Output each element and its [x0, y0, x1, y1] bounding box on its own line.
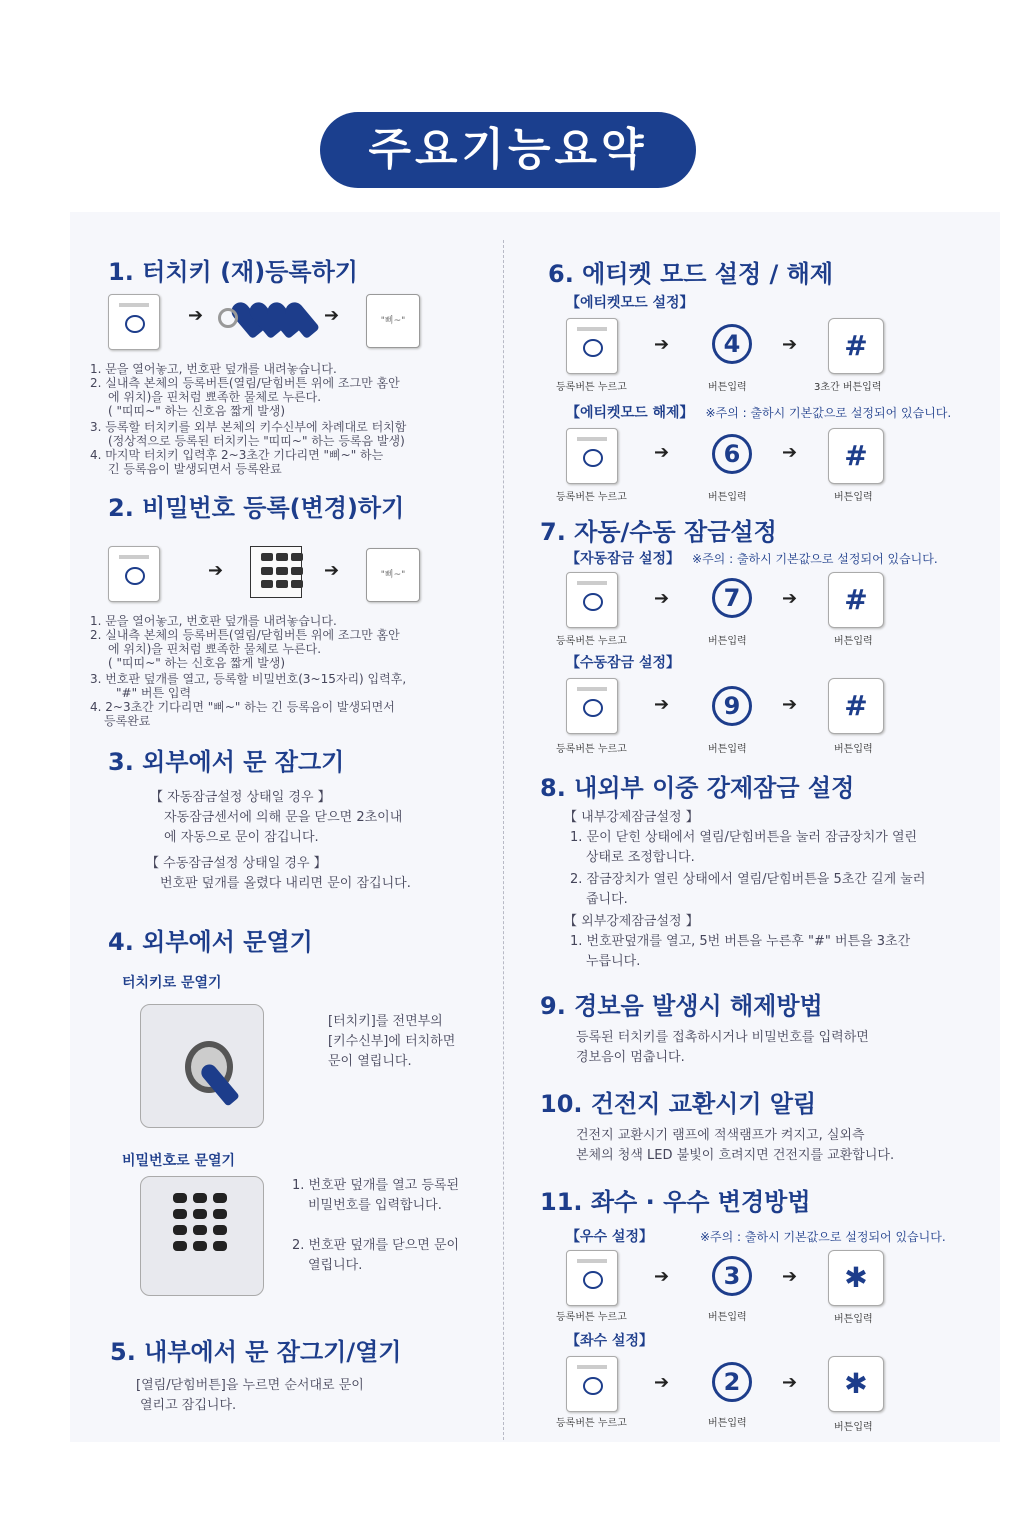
register-button-icon [566, 428, 618, 484]
caption: 버튼입력 [708, 744, 747, 755]
star-button: ✱ [828, 1356, 884, 1412]
caption: 등록버튼 누르고 [556, 382, 627, 393]
arrow-icon: ➔ [782, 334, 798, 355]
caption: 버튼입력 [708, 1418, 747, 1429]
number-button-2: 2 [712, 1362, 752, 1402]
number-button-9: 9 [712, 686, 752, 726]
etiquette-unset-label: 【에티켓모드 해제】 ※주의 : 출하시 기본값으로 설정되어 있습니다. [566, 405, 952, 421]
caption: 버튼입력 [708, 492, 747, 503]
s1-line: ( "띠띠~" 하는 신호음 짧게 발생) [108, 404, 286, 418]
register-button-icon [566, 572, 618, 628]
password-open-line: 1. 번호판 덮개를 열고 등록된 [292, 1178, 460, 1193]
password-open-line: 열립니다. [308, 1258, 363, 1273]
password-open-line: 2. 번호판 덮개를 닫으면 문이 [292, 1238, 460, 1253]
touch-open-line: 문이 열립니다. [328, 1054, 412, 1069]
caption: 등록버튼 누르고 [556, 744, 627, 755]
number-button-6: 6 [712, 434, 752, 474]
s1-line: 에 위치)을 핀처럼 뾰족한 물체로 누른다. [108, 390, 322, 404]
arrow-icon: ➔ [188, 305, 204, 326]
s1-line: (정상적으로 등록된 터치키는 "띠띠~" 하는 등록음 발생) [108, 434, 405, 448]
caption: 등록버튼 누르고 [556, 1312, 627, 1323]
arrow-icon: ➔ [654, 694, 670, 715]
etiquette-set-label: 【에티켓모드 설정】 [566, 295, 694, 311]
hash-button: # [828, 428, 884, 484]
page-title-banner: 주요기능요약 [320, 112, 696, 188]
section-6-title: 6. 에티켓 모드 설정 / 해제 [548, 260, 834, 288]
section-9-title: 9. 경보음 발생시 해제방법 [540, 992, 823, 1020]
section-3-title: 3. 외부에서 문 잠그기 [108, 748, 345, 776]
s3-line: 자동잠금센서에 의해 문을 닫으면 2초이내 [164, 810, 403, 825]
beep-sound-icon: "삐~" [366, 294, 420, 348]
s8-line: 1. 문이 닫힌 상태에서 열림/닫힘버튼을 눌러 잠금장치가 열린 [570, 830, 918, 845]
s3-line: 【 수동잠금설정 상태일 경우 】 [146, 856, 327, 871]
lock-device-icon [108, 546, 160, 602]
arrow-icon: ➔ [782, 1266, 798, 1287]
caption: 버튼입력 [708, 636, 747, 647]
caption: 버튼입력 [834, 1422, 873, 1433]
s2-line: ( "띠띠~" 하는 신호음 짧게 발생) [108, 656, 286, 670]
register-button-icon [566, 1356, 618, 1412]
caption: 버튼입력 [708, 1312, 747, 1323]
column-divider [503, 240, 504, 1440]
section-11-title: 11. 좌수 · 우수 변경방법 [540, 1188, 811, 1216]
s8-line: 1. 번호판덮개를 열고, 5번 버튼을 누른후 "#" 버튼을 3초간 [570, 934, 911, 949]
s8-line: 상태로 조정합니다. [586, 850, 695, 865]
arrow-icon: ➔ [782, 694, 798, 715]
s2-line: "#" 버튼 입력 [116, 686, 192, 700]
manual-lock-label: 【수동잠금 설정】 [566, 655, 681, 671]
s9-line: 경보음이 멈춥니다. [576, 1050, 685, 1065]
s1-line: 긴 등록음이 발생되면서 등록완료 [108, 462, 282, 476]
s8-line: 【 내부강제잠금설정 】 [564, 810, 699, 825]
number-button-3: 3 [712, 1256, 752, 1296]
section-5-title: 5. 내부에서 문 잠그기/열기 [110, 1338, 402, 1366]
touch-open-line: [터치키]를 전면부의 [328, 1014, 443, 1029]
star-button: ✱ [828, 1250, 884, 1306]
touch-key-photo [140, 1004, 264, 1128]
hash-button: # [828, 572, 884, 628]
caption: 버튼입력 [708, 382, 747, 393]
s1-line: 4. 마지막 터치키 입력후 2~3초간 기다리면 "삐~" 하는 [90, 448, 384, 462]
s5-line: 열리고 잠깁니다. [140, 1398, 237, 1413]
s2-line: 1. 문을 열어놓고, 번호판 덮개를 내려놓습니다. [90, 614, 337, 628]
arrow-icon: ➔ [654, 588, 670, 609]
register-button-icon [566, 1250, 618, 1306]
caption: 등록버튼 누르고 [556, 636, 627, 647]
keypad-icon [250, 546, 302, 598]
caption: 등록버튼 누르고 [556, 1418, 627, 1429]
section-2-title: 2. 비밀번호 등록(변경)하기 [108, 494, 405, 522]
s8-line: 누릅니다. [586, 954, 641, 969]
s1-line: 3. 등록할 터치키를 외부 본체의 키수신부에 차례대로 터치함 [90, 420, 407, 434]
caption: 버튼입력 [834, 492, 873, 503]
register-button-icon [566, 678, 618, 734]
arrow-icon: ➔ [654, 1266, 670, 1287]
arrow-icon: ➔ [782, 442, 798, 463]
right-hand-label: 【우수 설정】 [566, 1229, 653, 1245]
s2-line: 등록완료 [104, 714, 151, 728]
arrow-icon: ➔ [654, 1372, 670, 1393]
auto-lock-label: 【자동잠금 설정】 ※주의 : 출하시 기본값으로 설정되어 있습니다. [566, 551, 938, 567]
touch-open-line: [키수신부]에 터치하면 [328, 1034, 456, 1049]
register-button-icon [566, 318, 618, 374]
section-10-title: 10. 건전지 교환시기 알림 [540, 1090, 817, 1118]
arrow-icon: ➔ [324, 560, 340, 581]
s8-line: 2. 잠금장치가 열린 상태에서 열림/닫힘버튼을 5초간 길게 눌러 [570, 872, 926, 887]
s10-line: 건전지 교환시기 램프에 적색램프가 켜지고, 실외측 [576, 1128, 865, 1143]
s2-line: 4. 2~3초간 기다리면 "삐~" 하는 긴 등록음이 발생되면서 [90, 700, 395, 714]
section-7-title: 7. 자동/수동 잠금설정 [540, 518, 777, 546]
touch-keys-icon [218, 300, 318, 340]
s3-line: 【 자동잠금설정 상태일 경우 】 [150, 790, 331, 805]
s10-line: 본체의 청색 LED 불빛이 흐려지면 건전지를 교환합니다. [576, 1148, 895, 1163]
s3-line: 에 자동으로 문이 잠깁니다. [164, 830, 319, 845]
lock-device-icon [108, 294, 160, 350]
default-note: ※주의 : 출하시 기본값으로 설정되어 있습니다. [700, 1230, 946, 1244]
password-open-line: 비밀번호를 입력합니다. [308, 1198, 442, 1213]
s8-line: 줍니다. [586, 892, 628, 907]
arrow-icon: ➔ [208, 560, 224, 581]
s1-line: 1. 문을 열어놓고, 번호판 덮개를 내려놓습니다. [90, 362, 337, 376]
arrow-icon: ➔ [324, 305, 340, 326]
default-note: ※주의 : 출하시 기본값으로 설정되어 있습니다. [705, 406, 952, 420]
arrow-icon: ➔ [654, 334, 670, 355]
default-note: ※주의 : 출하시 기본값으로 설정되어 있습니다. [692, 552, 938, 566]
caption: 버튼입력 [834, 744, 873, 755]
keypad-photo [140, 1176, 264, 1296]
s2-line: 에 위치)을 핀처럼 뾰족한 물체로 누른다. [108, 642, 322, 656]
section-1-title: 1. 터치키 (재)등록하기 [108, 258, 358, 286]
caption: 3초간 버튼입력 [814, 382, 882, 393]
section-8-title: 8. 내외부 이중 강제잠금 설정 [540, 774, 855, 802]
section-4-title: 4. 외부에서 문열기 [108, 928, 313, 956]
number-button-7: 7 [712, 578, 752, 618]
hash-button: # [828, 318, 884, 374]
s1-line: 2. 실내측 본체의 등록버튼(열림/닫힘버튼 위에 조그만 홈안 [90, 376, 400, 390]
arrow-icon: ➔ [782, 1372, 798, 1393]
number-button-4: 4 [712, 324, 752, 364]
caption: 버튼입력 [834, 636, 873, 647]
s3-line: 번호판 덮개를 올렸다 내리면 문이 잠깁니다. [160, 876, 411, 891]
caption: 버튼입력 [834, 1314, 873, 1325]
s5-line: [열림/닫힘버튼]을 누르면 순서대로 문이 [136, 1378, 364, 1393]
caption: 등록버튼 누르고 [556, 492, 627, 503]
s8-line: 【 외부강제잠금설정 】 [564, 914, 699, 929]
s2-line: 3. 번호판 덮개를 열고, 등록할 비밀번호(3~15자리) 입력후, [90, 672, 407, 686]
arrow-icon: ➔ [654, 442, 670, 463]
s2-line: 2. 실내측 본체의 등록버튼(열림/닫힘버튼 위에 조그만 홈안 [90, 628, 400, 642]
left-hand-label: 【좌수 설정】 [566, 1333, 653, 1349]
s9-line: 등록된 터치키를 접촉하시거나 비밀번호를 입력하면 [576, 1030, 869, 1045]
touch-open-title: 터치키로 문열기 [122, 975, 222, 991]
hash-button: # [828, 678, 884, 734]
arrow-icon: ➔ [782, 588, 798, 609]
password-open-title: 비밀번호로 문열기 [122, 1153, 236, 1169]
beep-sound-icon: "삐~" [366, 548, 420, 602]
